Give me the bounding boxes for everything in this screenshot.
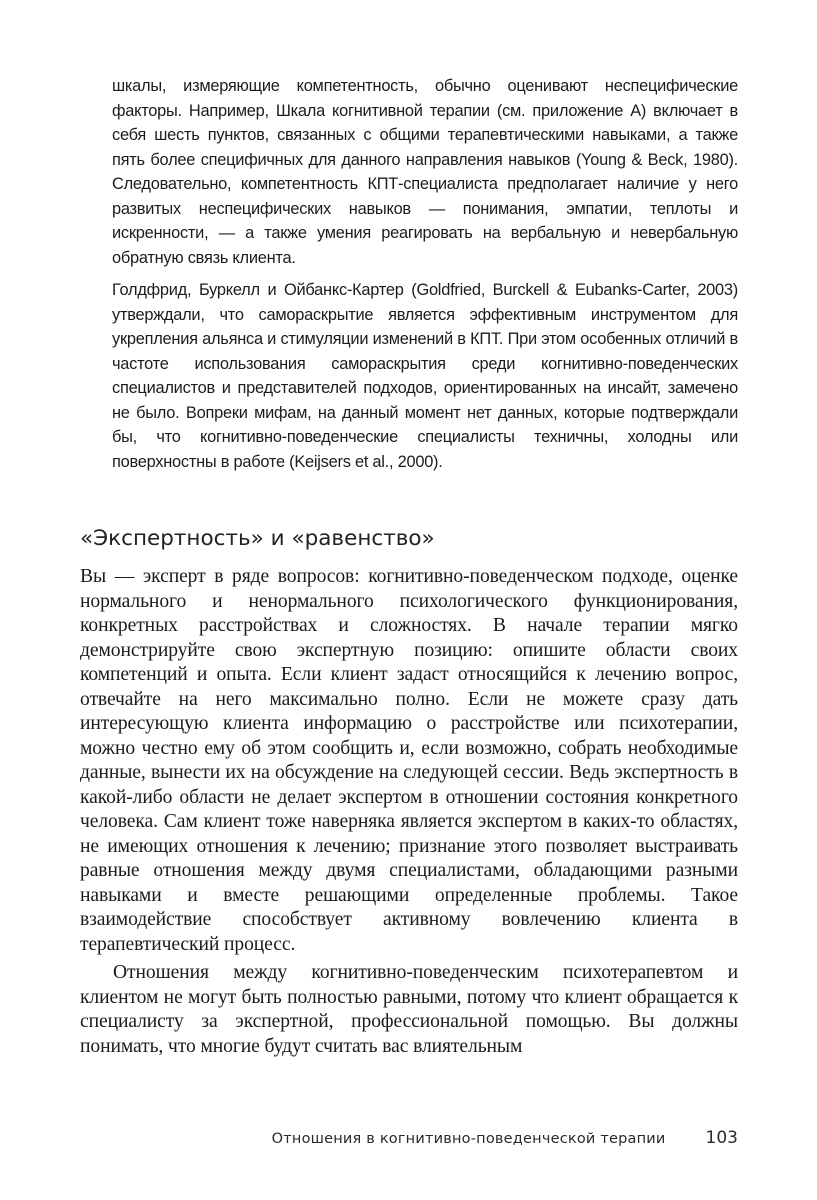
- page-number: 103: [705, 1128, 738, 1148]
- body-paragraph-1: Вы — эксперт в ряде вопросов: когнитивно-поведенческом подходе, оценке нормального и ненормального психологического функционирования, конкретных расстройствах и сложностях. В начале терапии мягко демонстрируйте свою экспертную позицию: опишите области своих компетенций и опыта. Если клиент задаст относящийся к лечению вопрос, отвечайте на него максимально полно. Если не можете сразу дать интересующую клиента информацию о расстройстве или психотерапии, можно честно ему об этом сообщить и, если возможно, собрать необходимые данные, вынести их на обсуждение на следующей сессии. Ведь экспертность в какой-либо области не делает экспертом в отношении состояния конкретного человека. Сам клиент тоже наверняка является экспертом в каких-то областях, не имеющих отношения к лечению; признание этого позволяет выстраивать равные отношения между двумя специалистами, обладающими разными навыками и вместе решающими определенные проблемы. Такое взаимодействие способствует активному вовлечению клиента в терапевтический процесс.: [80, 566, 738, 955]
- sans-serif-inset-block: [112, 74, 738, 482]
- inset-paragraph-1: шкалы, измеряющие компетентность, обычно оценивают неспецифические факторы. Например, Шкала когнитивной терапии (см. приложение А) включает в себя шесть пунктов, связанных с общими терапевтическими навыками, а также пять более специфичных для данного направления навыков (Young & Beck, 1980). Следовательно, компетентность КПТ-специалиста предполагает наличие у него развитых неспецифических навыков — понимания, эмпатии, теплоты и искренности, — а также умения реагировать на вербальную и невербальную обратную связь клиента.: [112, 77, 738, 267]
- body-paragraph-2: Отношения между когнитивно-поведенческим психотерапевтом и клиентом не могут быть полностью равными, потому что клиент обращается к специалисту за экспертной, профессиональной помощью. Вы должны понимать, что многие будут считать вас влиятельным: [80, 962, 738, 1057]
- inset-paragraph-2: Голдфрид, Буркелл и Ойбанкс-Картер (Goldfried, Burckell & Eubanks-Carter, 2003) утверждали, что самораскрытие является эффективным инструментом для укрепления альянса и стимуляции изменений в КПТ. При этом особенных отличий в частоте использования самораскрытия среди когнитивно-поведенческих специалистов и представителей подходов, ориентированных на инсайт, замечено не было. Вопреки мифам, на данный момент нет данных, которые подтверждали бы, что когнитивно-поведенческие специалисты техничны, холодны или поверхностны в работе (Keijsers et al., 2000).: [112, 281, 738, 471]
- section-heading: «Экспертность» и «равенство»: [80, 526, 435, 551]
- section-body: [80, 565, 738, 1059]
- page-footer: [80, 1128, 738, 1154]
- running-title: Отношения в когнитивно-поведенческой терапии: [271, 1131, 666, 1147]
